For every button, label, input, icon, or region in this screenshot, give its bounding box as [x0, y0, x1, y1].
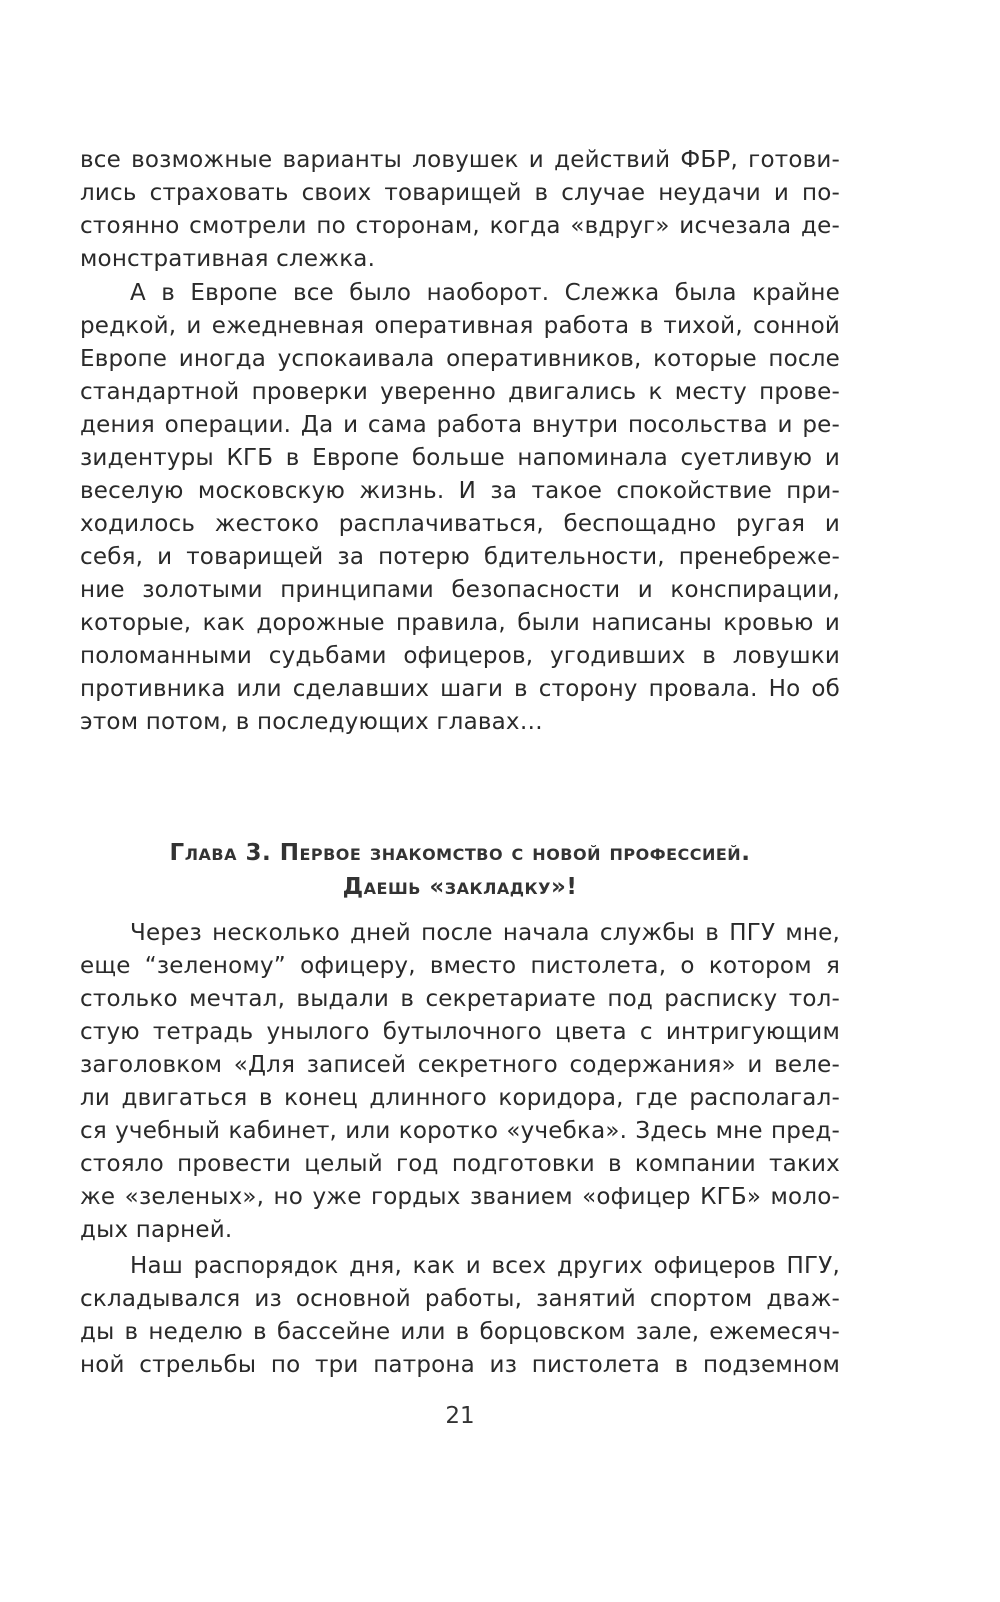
text-line: Европе иногда успокаивала оперативников, которые после — [80, 346, 840, 372]
text-line: дения операции. Да и сама работа внутри посольства и ре- — [80, 412, 840, 438]
text-line: ной стрельбы по три патрона из пистолета в подземном — [80, 1352, 840, 1378]
text-line: ды в неделю в бассейне или в борцовском зале, ежемесяч- — [80, 1319, 840, 1345]
text-line: стояло провести целый год подготовки в компании таких — [80, 1151, 840, 1177]
paragraph-continuation — [80, 144, 840, 276]
text-line: ли двигаться в конец длинного коридора, где располагал- — [80, 1085, 840, 1111]
text-line: Через несколько дней после начала службы в ПГУ мне, — [130, 920, 840, 946]
text-line: стандартной проверки уверенно двигались к месту прове- — [80, 379, 840, 405]
text-line: еще “зеленому” офицеру, вместо пистолета, о котором я — [80, 953, 840, 979]
text-line: столько мечтал, выдали в секретариате под расписку тол- — [80, 986, 840, 1012]
text-line: веселую московскую жизнь. И за такое спокойствие при- — [80, 478, 840, 504]
chapter-title-line-1: Глава 3. Первое знакомство с новой профессией. — [169, 840, 751, 866]
paragraph-first-days — [80, 917, 840, 1247]
text-line: все возможные варианты ловушек и действий ФБР, готови- — [80, 147, 840, 173]
paragraph-europe — [80, 277, 840, 739]
text-line: заголовком «Для записей секретного содержания» и веле- — [80, 1052, 840, 1078]
text-line: зидентуры КГБ в Европе больше напоминала суетливую и — [80, 445, 840, 471]
chapter-heading — [80, 836, 840, 904]
chapter-title-line-2: Даешь «закладку»! — [342, 874, 578, 900]
text-line: Наш распорядок дня, как и всех других офицеров ПГУ, — [130, 1253, 840, 1279]
text-line: поломанными судьбами офицеров, угодивших в ловушки — [80, 643, 840, 669]
text-line: противника или сделавших шаги в сторону провала. Но об — [80, 676, 840, 702]
text-line: А в Европе все было наоборот. Слежка была крайне — [130, 280, 840, 306]
text-line: монстративная слежка. — [80, 246, 376, 272]
text-line: дых парней. — [80, 1217, 233, 1243]
text-line: редкой, и ежедневная оперативная работа в тихой, сонной — [80, 313, 840, 339]
page-number: 21 — [445, 1403, 475, 1429]
text-line: лись страховать своих товарищей в случае неудачи и по- — [80, 180, 840, 206]
text-line: себя, и товарищей за потерю бдительности, пренебреже- — [80, 544, 840, 570]
text-line: складывался из основной работы, занятий спортом дваж- — [80, 1286, 840, 1312]
text-line: ся учебный кабинет, или коротко «учебка». Здесь мне пред- — [80, 1118, 840, 1144]
text-line: же «зеленых», но уже гордых званием «офицер КГБ» моло- — [80, 1184, 840, 1210]
paragraph-daily-routine — [80, 1250, 840, 1382]
text-line: которые, как дорожные правила, были написаны кровью и — [80, 610, 840, 636]
text-line: этом потом, в последующих главах… — [80, 709, 543, 735]
text-line: стую тетрадь унылого бутылочного цвета с интригующим — [80, 1019, 840, 1045]
text-line: ние золотыми принципами безопасности и конспирации, — [80, 577, 840, 603]
text-line: ходилось жестоко расплачиваться, беспощадно ругая и — [80, 511, 840, 537]
text-line: стоянно смотрели по сторонам, когда «вдруг» исчезала де- — [80, 213, 840, 239]
